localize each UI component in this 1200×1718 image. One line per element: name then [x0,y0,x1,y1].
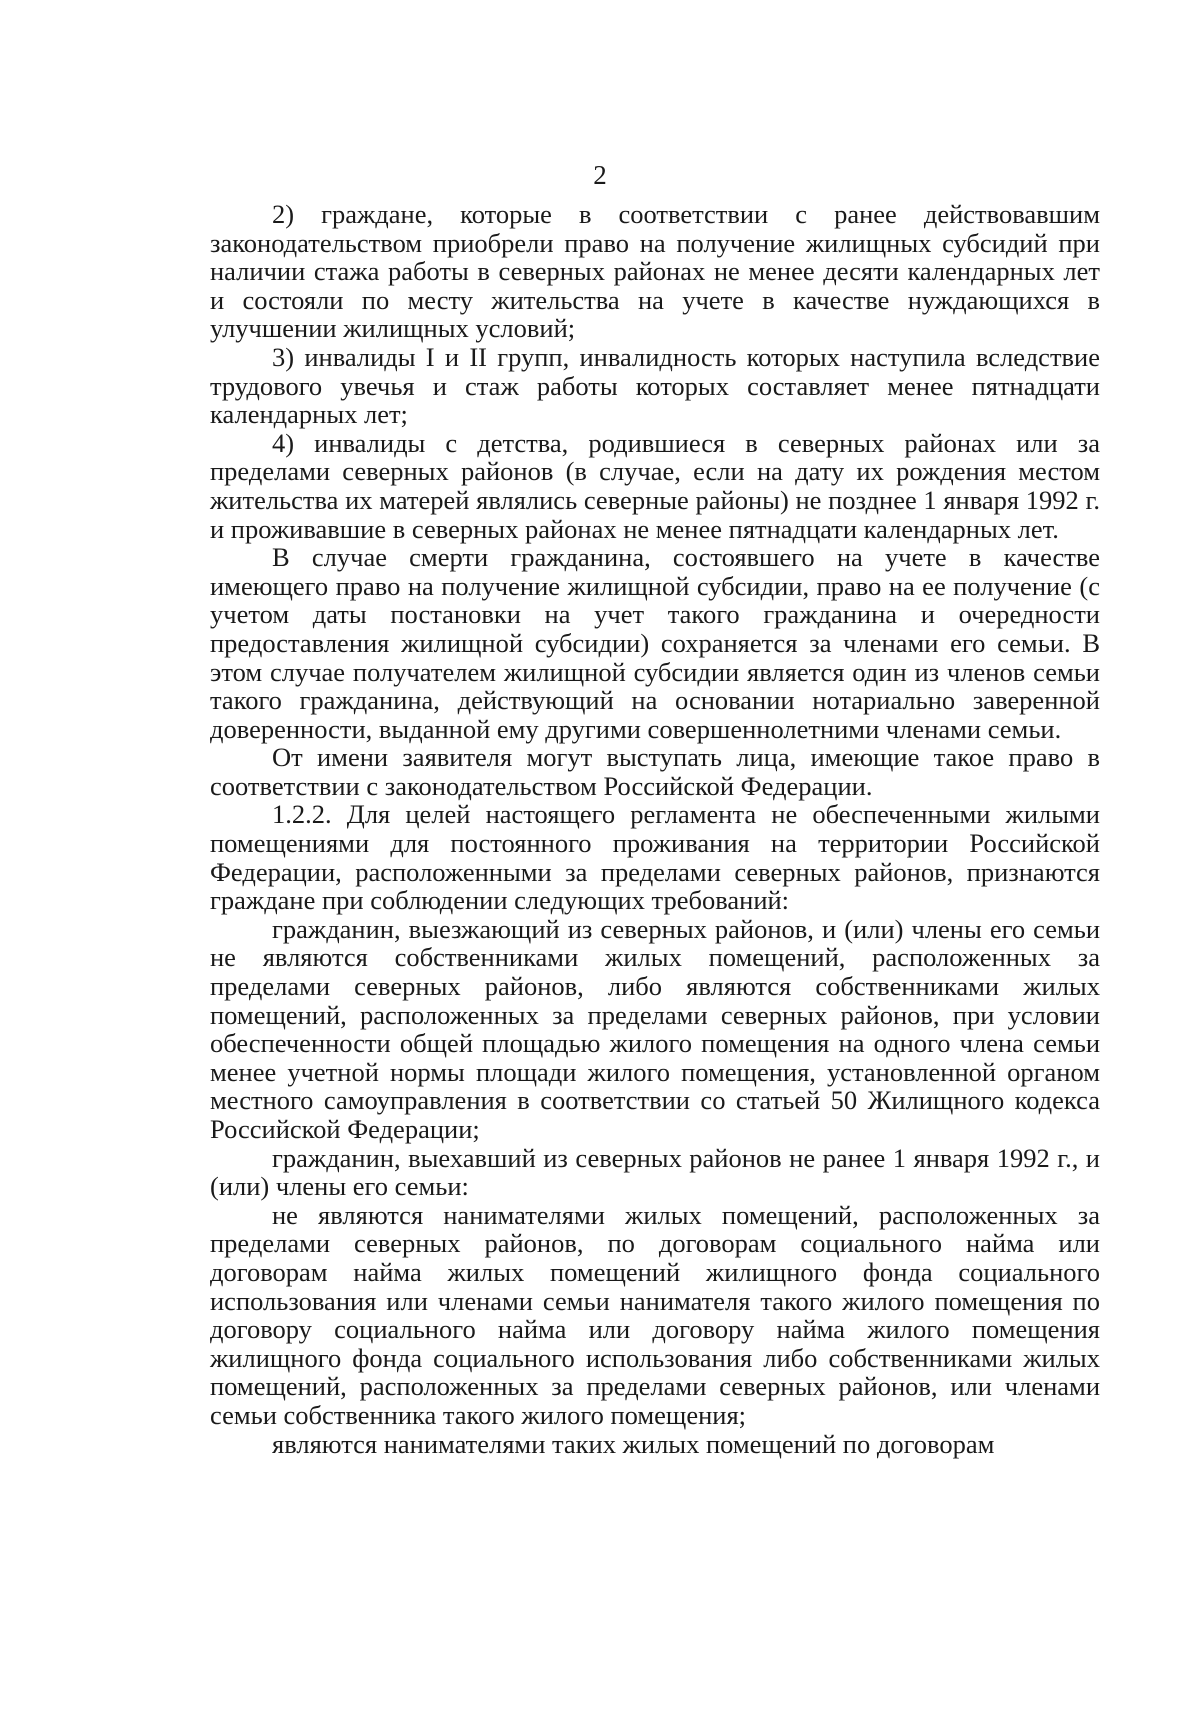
page-number: 2 [593,160,607,190]
paragraph: гражданин, выехавший из северных районов не ранее 1 января 1992 г., и (или) члены его семьи: [210,1142,1100,1202]
paragraph: гражданин, выезжающий из северных районов, и (или) члены его семьи не являются собственниками жилых помещений, расположенных за пределами северных районов, либо являются собственниками жилых помещений, расположенных за пределами северных районов, при условии обеспеченности общей площадью жилого помещения на одного члена семьи менее учетной нормы площади жилого помещения, установленной органом местного самоуправления в соответствии со статьей 50 Жилищного кодекса Российской Федерации; [210,913,1100,1144]
paragraph: являются нанимателями таких жилых помещений по договорам [272,1428,995,1459]
paragraph: 1.2.2. Для целей настоящего регламента не обеспеченными жилыми помещениями для постоянного проживания на территории Российской Федерации, расположенными за пределами северных районов, признаются граждане при соблюдении следующих требований: [210,799,1100,916]
paragraph: не являются нанимателями жилых помещений, расположенных за пределами северных районов, по договорам социального найма или договорам найма жилых помещений жилищного фонда социального использования или членами семьи нанимателя такого жилого помещения по договору социального найма или договору найма жилого помещения жилищного фонда социального использования либо собственниками жилых помещений, расположенных за пределами северных районов, или членами семьи собственника такого жилого помещения; [210,1199,1100,1430]
paragraph: 4) инвалиды с детства, родившиеся в северных районах или за пределами северных районов (в случае, если на дату их рождения местом жительства их матерей являлись северные районы) не позднее 1 января 1992 г. и проживавшие в северных районах не менее пятнадцати календарных лет. [210,427,1100,544]
paragraph: 2) граждане, которые в соответствии с ранее действовавшим законодательством приобрели право на получение жилищных субсидий при наличии стажа работы в северных районах не менее десяти календарных лет и состояли по месту жительства на учете в качестве нуждающихся в улучшении жилищных условий; [210,199,1100,344]
paragraph: В случае смерти гражданина, состоявшего на учете в качестве имеющего право на получение жилищной субсидии, право на ее получение (с учетом даты постановки на учет такого гражданина и очередности предоставления жилищной субсидии) сохраняется за членами его семьи. В этом случае получателем жилищной субсидии является один из членов семьи такого гражданина, действующий на основании нотариально заверенной доверенности, выданной ему другими совершеннолетними членами семьи. [210,542,1100,744]
paragraph: От имени заявителя могут выступать лица, имеющие такое право в соответствии с законодательством Российской Федерации. [210,742,1100,801]
document-body [210,200,1100,1458]
paragraph: 3) инвалиды I и II групп, инвалидность которых наступила вследствие трудового увечья и стаж работы которых составляет менее пятнадцати календарных лет; [210,341,1100,430]
